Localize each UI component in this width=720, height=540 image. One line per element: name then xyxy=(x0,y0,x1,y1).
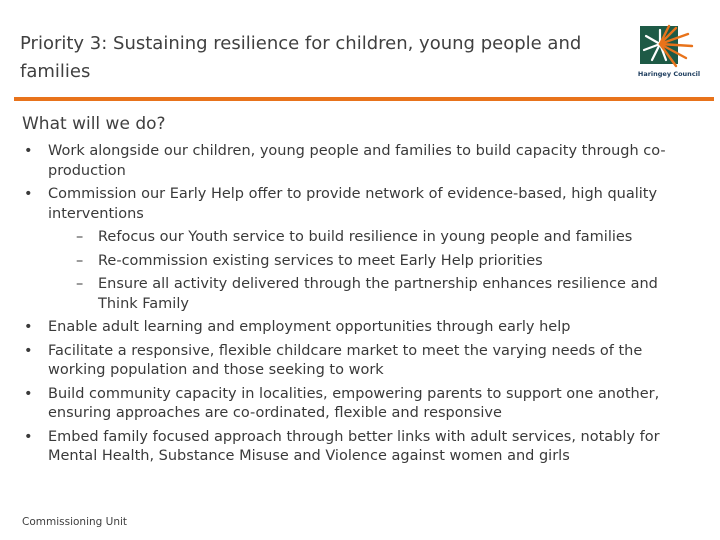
list-item xyxy=(22,185,702,314)
list-item xyxy=(22,428,702,467)
sub-bullet-list xyxy=(48,228,702,314)
bullet-list xyxy=(22,142,702,471)
sub-list-item xyxy=(48,252,702,272)
bullet-text: Work alongside our children, young people and families to build capacity through co-production xyxy=(48,143,666,179)
bullet-text: Commission our Early Help offer to provide network of evidence-based, high quality interventions xyxy=(48,186,658,222)
list-item xyxy=(22,318,702,338)
title-divider xyxy=(14,97,714,101)
logo-caption: Haringey Council xyxy=(637,70,701,78)
sub-bullet-text: Re-commission existing services to meet Early Help priorities xyxy=(98,252,543,269)
list-item xyxy=(22,142,702,181)
sub-list-item xyxy=(48,228,702,248)
section-heading: What will we do? xyxy=(22,114,166,134)
sub-bullet-text: Ensure all activity delivered through the partnership enhances resilience and Think Family xyxy=(98,276,658,312)
footer-text: Commissioning Unit xyxy=(22,516,128,528)
sub-list-item xyxy=(48,275,702,314)
bullet-text: Embed family focused approach through better links with adult services, notably for Mental Health, Substance Misuse and Violence against women and girls xyxy=(48,428,660,464)
slide-title: Priority 3: Sustaining resilience for children, young people and families xyxy=(20,33,582,82)
list-item xyxy=(22,385,702,424)
sun-star-logo-icon xyxy=(636,24,702,74)
sub-bullet-text: Refocus our Youth service to build resilience in young people and families xyxy=(98,229,633,245)
bullet-text: Build community capacity in localities, empowering parents to support one another, ensuring approaches are co-ordinated, flexible and responsive xyxy=(48,385,660,421)
list-item xyxy=(22,342,702,381)
bullet-text: Facilitate a responsive, flexible childcare market to meet the varying needs of the working population and those seeking to work xyxy=(48,342,643,378)
bullet-text: Enable adult learning and employment opportunities through early help xyxy=(48,319,571,335)
